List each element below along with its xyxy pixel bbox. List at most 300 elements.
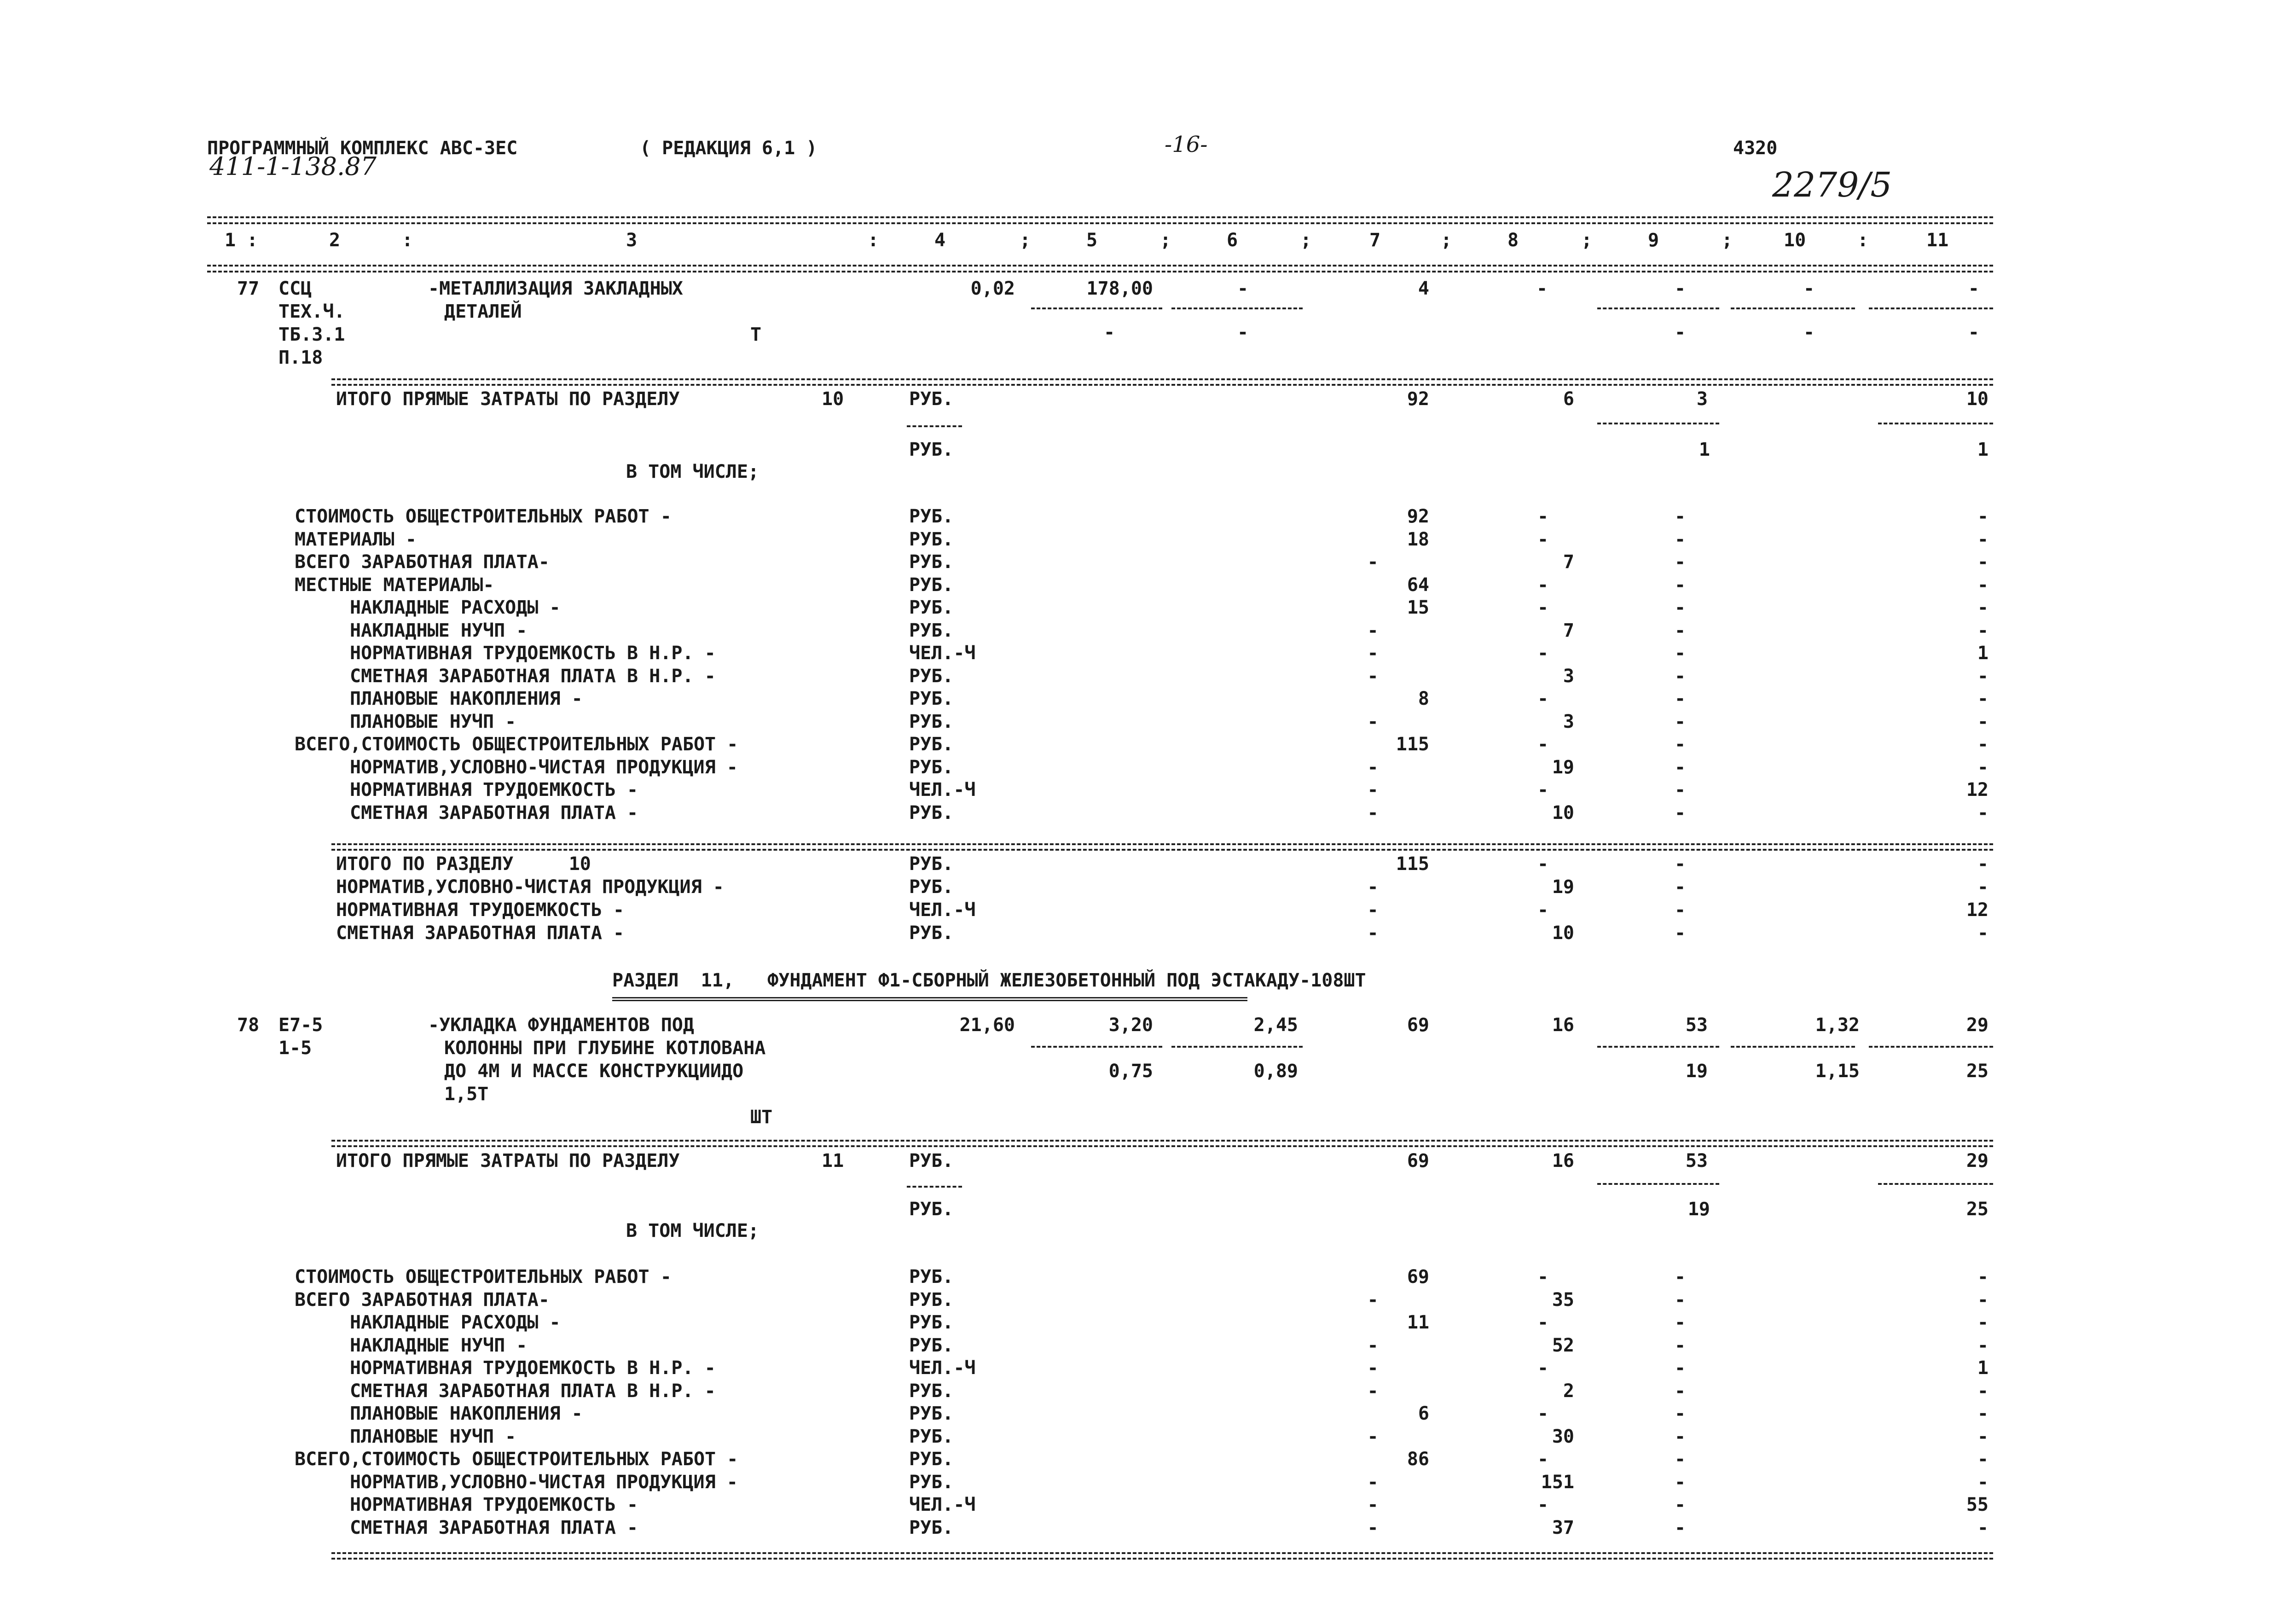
cell-c8: - (1537, 688, 1549, 709)
cell-c8: - (1537, 1266, 1549, 1288)
item-description: -МЕТАЛЛИЗАЦИЯ ЗАКЛАДНЫХ (428, 278, 683, 299)
cell-c9: - (1674, 551, 1686, 573)
cell-c7: - (1367, 876, 1379, 898)
row-label: МЕСТНЫЕ МАТЕРИАЛЫ- (295, 574, 494, 596)
row-unit: РУБ. (909, 1449, 954, 1470)
header-rule-bottom-2 (207, 271, 1993, 273)
row-label: НОРМАТИВ,УСЛОВНО-ЧИСТАЯ ПРОДУКЦИЯ - (350, 1471, 738, 1493)
handwritten-sheet-number: 2279/5 (1772, 165, 1892, 205)
cell-c7: 86 (1407, 1449, 1429, 1470)
cell-c7: 92 (1407, 506, 1429, 527)
cell-c7: 92 (1407, 389, 1429, 410)
cell-divider (1597, 307, 1719, 309)
cell-c11: - (1977, 922, 1989, 944)
cell-c11: - (1977, 853, 1989, 875)
cell-c5: 178,00 (1086, 278, 1153, 299)
row-unit: ЧЕЛ.-Ч (909, 779, 976, 800)
unit: РУБ. (909, 389, 954, 410)
cell-c9: - (1674, 802, 1686, 824)
row-label: СТОИМОСТЬ ОБЩЕСТРОИТЕЛЬНЫХ РАБОТ - (295, 1266, 672, 1288)
section-number: 10 (822, 389, 844, 410)
cell-c9: - (1674, 756, 1686, 778)
cell-c9: - (1674, 1426, 1686, 1447)
cell-c8: 16 (1552, 1015, 1574, 1036)
cell-c9: - (1674, 1471, 1686, 1493)
cell-c11: - (1977, 665, 1989, 687)
row-label: ВСЕГО ЗАРАБОТНАЯ ПЛАТА- (295, 1289, 550, 1311)
cell-c8: - (1537, 1357, 1549, 1379)
row-label: ВСЕГО,СТОИМОСТЬ ОБЩЕСТРОИТЕЛЬНЫХ РАБОТ - (295, 1449, 738, 1470)
row-label: СМЕТНАЯ ЗАРАБОТНАЯ ПЛАТА - (336, 922, 625, 944)
cell-c7: 69 (1407, 1150, 1429, 1172)
cell-c11: - (1977, 756, 1989, 778)
cell-c8: - (1537, 853, 1549, 875)
cell-c4: 21,60 (959, 1015, 1015, 1036)
row-unit: РУБ. (909, 1266, 954, 1288)
cell-c11: - (1977, 1266, 1989, 1288)
cell-c11: - (1977, 1471, 1989, 1493)
row-unit: РУБ. (909, 734, 954, 755)
row-label: СМЕТНАЯ ЗАРАБОТНАЯ ПЛАТА В Н.Р. - (350, 1380, 716, 1402)
cell-c9: - (1674, 1312, 1686, 1333)
col-7: 7 (1369, 230, 1381, 251)
item-description: КОЛОННЫ ПРИ ГЛУБИНЕ КОТЛОВАНА (444, 1038, 766, 1059)
row-unit: РУБ. (909, 688, 954, 709)
row-label: СМЕТНАЯ ЗАРАБОТНАЯ ПЛАТА В Н.Р. - (350, 665, 716, 687)
cell-c11: - (1977, 1289, 1989, 1311)
row-unit: РУБ. (909, 528, 954, 550)
cell-c7: 11 (1407, 1312, 1429, 1333)
cell-c7: - (1367, 899, 1379, 921)
cell-c11: - (1977, 574, 1989, 596)
cell-c8: - (1537, 899, 1549, 921)
including-label: В ТОМ ЧИСЛЕ; (626, 1220, 759, 1241)
cell-c10: 1,32 (1815, 1015, 1860, 1036)
total-direct-label: ИТОГО ПРЯМЫЕ ЗАТРАТЫ ПО РАЗДЕЛУ (336, 389, 680, 410)
cell-c7: 115 (1396, 734, 1429, 755)
row-unit: РУБ. (909, 665, 954, 687)
col-10: 10 (1784, 230, 1806, 251)
cell-c11: - (1977, 1312, 1989, 1333)
cell-c7: 15 (1407, 597, 1429, 618)
row-unit: РУБ. (909, 1426, 954, 1447)
item-code: ТБ.3.1 (278, 324, 345, 345)
header-rule-top (207, 216, 1993, 218)
cell-c8: 16 (1552, 1150, 1574, 1172)
handwritten-project-number: 411-1-138.87 (209, 152, 377, 181)
col-9: 9 (1648, 230, 1659, 251)
col-sep: : (868, 230, 879, 251)
section-11-title: РАЗДЕЛ 11, ФУНДАМЕНТ Ф1-СБОРНЫЙ ЖЕЛЕЗОБЕТОННЫЙ ПОД ЭСТАКАДУ-108ШТ (612, 970, 1366, 991)
cell-c9: - (1674, 1266, 1686, 1288)
cell-c9-lower: 1 (1699, 439, 1710, 460)
cell-c9: - (1674, 853, 1686, 875)
cell-c11: 10 (1966, 389, 1989, 410)
cell-c9: - (1674, 1289, 1686, 1311)
row-unit: РУБ. (909, 1403, 954, 1424)
cell-c6-lower: - (1237, 322, 1249, 343)
cell-c11: - (1977, 734, 1989, 755)
item-number: 78 (237, 1015, 260, 1036)
cell-c8: 10 (1552, 922, 1574, 944)
cell-c8: - (1537, 779, 1549, 800)
program-title: ПРОГРАММНЫЙ КОМПЛЕКС АВС-3ЕС (207, 138, 518, 159)
total-direct-label: ИТОГО ПРЯМЫЕ ЗАТРАТЫ ПО РАЗДЕЛУ (336, 1150, 680, 1172)
item-description: -УКЛАДКА ФУНДАМЕНТОВ ПОД (428, 1015, 694, 1036)
row-label: НАКЛАДНЫЕ НУЧП - (350, 1334, 528, 1356)
col-sep: ; (1581, 230, 1593, 251)
cell-c8: 19 (1552, 756, 1574, 778)
cell-c11: 55 (1966, 1494, 1989, 1515)
cell-c9: - (1674, 1517, 1686, 1538)
row-unit: РУБ. (909, 574, 954, 596)
row-label: НОРМАТИВНАЯ ТРУДОЕМКОСТЬ В Н.Р. - (350, 1357, 716, 1379)
cell-c7: - (1367, 802, 1379, 824)
row-unit: ЧЕЛ.-Ч (909, 643, 976, 664)
section-title-underline (612, 997, 1247, 1001)
cell-c10-lower: - (1803, 322, 1815, 343)
item-description: ДО 4М И МАССЕ КОНСТРУКЦИИДО (444, 1061, 744, 1082)
cell-c7: 69 (1407, 1266, 1429, 1288)
cell-c7: - (1367, 1494, 1379, 1515)
row-unit: РУБ. (909, 620, 954, 641)
col-8: 8 (1507, 230, 1519, 251)
cell-divider (1878, 1183, 1993, 1185)
cell-c11: - (1977, 597, 1989, 618)
cell-c11-lower: 25 (1966, 1061, 1989, 1082)
col-3: 3 (626, 230, 638, 251)
cell-c9: - (1674, 1334, 1686, 1356)
cell-c11: - (1977, 1380, 1989, 1402)
cell-c11: 12 (1966, 899, 1989, 921)
cell-divider (1597, 1046, 1719, 1048)
cell-c7: 115 (1396, 853, 1429, 875)
col-1: 1 : (225, 230, 258, 251)
cell-c8: 35 (1552, 1289, 1574, 1311)
cell-c11: - (1977, 528, 1989, 550)
cell-c11: - (1977, 802, 1989, 824)
row-label: СМЕТНАЯ ЗАРАБОТНАЯ ПЛАТА - (350, 802, 638, 824)
row-label: НАКЛАДНЫЕ РАСХОДЫ - (350, 597, 561, 618)
cell-c9: - (1674, 734, 1686, 755)
item-description: 1,5Т (444, 1084, 489, 1105)
row-unit: ЧЕЛ.-Ч (909, 1494, 976, 1515)
cell-c9: 53 (1685, 1150, 1708, 1172)
rule (331, 1145, 1993, 1147)
cell-c11: - (1977, 711, 1989, 732)
cell-c8: 6 (1563, 389, 1574, 410)
cell-c9: - (1674, 1357, 1686, 1379)
row-label: НОРМАТИВ,УСЛОВНО-ЧИСТАЯ ПРОДУКЦИЯ - (350, 756, 738, 778)
cell-divider (1031, 1046, 1162, 1048)
cell-c8: 30 (1552, 1426, 1574, 1447)
cell-c7: - (1367, 1517, 1379, 1538)
row-label: ПЛАНОВЫЕ НУЧП - (350, 711, 516, 732)
cell-c9: - (1674, 1403, 1686, 1424)
cell-c7: - (1367, 756, 1379, 778)
col-sep: ; (1441, 230, 1452, 251)
cell-c8: 2 (1563, 1380, 1574, 1402)
row-unit: РУБ. (909, 506, 954, 527)
unit-divider (907, 425, 962, 427)
unit-label: Т (750, 324, 762, 345)
row-label: НОРМАТИВНАЯ ТРУДОЕМКОСТЬ В Н.Р. - (350, 643, 716, 664)
row-label: НОРМАТИВНАЯ ТРУДОЕМКОСТЬ - (336, 899, 625, 921)
row-label: МАТЕРИАЛЫ - (295, 528, 417, 550)
cell-c8: - (1537, 1312, 1549, 1333)
cell-c9: - (1674, 899, 1686, 921)
cell-c7: 6 (1418, 1403, 1429, 1424)
row-label: ВСЕГО,СТОИМОСТЬ ОБЩЕСТРОИТЕЛЬНЫХ РАБОТ - (295, 734, 738, 755)
row-unit: РУБ. (909, 1517, 954, 1538)
row-unit: РУБ. (909, 802, 954, 824)
cell-divider (1031, 307, 1162, 309)
item-code: ССЦ (278, 278, 312, 299)
row-label: НОРМАТИВНАЯ ТРУДОЕМКОСТЬ - (350, 779, 638, 800)
row-label: ПЛАНОВЫЕ НУЧП - (350, 1426, 516, 1447)
cell-c7: - (1367, 1289, 1379, 1311)
cell-c9: - (1674, 1494, 1686, 1515)
cell-c11: 1 (1977, 643, 1989, 664)
cell-c9: - (1674, 1380, 1686, 1402)
cell-c7: 8 (1418, 688, 1429, 709)
row-label: ПЛАНОВЫЕ НАКОПЛЕНИЯ - (350, 688, 583, 709)
cell-c8: 10 (1552, 802, 1574, 824)
cell-c9: - (1674, 876, 1686, 898)
cell-c8: - (1537, 734, 1549, 755)
cell-c11: - (1977, 876, 1989, 898)
row-unit: РУБ. (909, 1289, 954, 1311)
cell-c11-lower: 1 (1977, 439, 1989, 460)
cell-divider (1878, 423, 1993, 424)
cell-c8: 151 (1541, 1471, 1574, 1493)
cell-c7: 69 (1407, 1015, 1429, 1036)
item-code: ТЕХ.Ч. (278, 301, 345, 322)
cell-c6: - (1237, 278, 1249, 299)
cell-c7: 4 (1418, 278, 1429, 299)
cell-c11: - (1968, 278, 1979, 299)
cell-c9: - (1674, 620, 1686, 641)
row-unit: РУБ. (909, 876, 954, 898)
row-unit: РУБ. (909, 551, 954, 573)
cell-c8: - (1537, 528, 1549, 550)
cell-c8: 52 (1552, 1334, 1574, 1356)
cell-divider (1869, 307, 1993, 309)
cell-c11: - (1977, 1449, 1989, 1470)
unit-divider (907, 1186, 962, 1188)
cell-c7: - (1367, 1426, 1379, 1447)
cell-c7: - (1367, 643, 1379, 664)
unit-label: ШТ (750, 1107, 773, 1128)
rule (331, 378, 1993, 380)
cell-c8: 3 (1563, 711, 1574, 732)
row-label: ИТОГО ПО РАЗДЕЛУ 10 (336, 853, 591, 875)
rule-bottom (331, 1552, 1993, 1554)
cell-c8: - (1536, 278, 1548, 299)
cell-c7: 64 (1407, 574, 1429, 596)
header-rule-bottom (207, 265, 1993, 267)
cell-c9: 3 (1696, 389, 1708, 410)
cell-c8: 19 (1552, 876, 1574, 898)
row-unit: РУБ. (909, 922, 954, 944)
cell-c7: - (1367, 711, 1379, 732)
cell-divider (1171, 1046, 1303, 1048)
cell-c7: - (1367, 620, 1379, 641)
cell-c9: - (1674, 665, 1686, 687)
cell-c10: - (1803, 278, 1815, 299)
cell-c11: 1 (1977, 1357, 1989, 1379)
cell-c11: - (1977, 551, 1989, 573)
cell-divider (1869, 1046, 1993, 1048)
section-number: 11 (822, 1150, 844, 1172)
cell-c11: - (1977, 1517, 1989, 1538)
row-label: НОРМАТИВНАЯ ТРУДОЕМКОСТЬ - (350, 1494, 638, 1515)
header-rule-top-2 (207, 222, 1993, 224)
cell-c6-lower: 0,89 (1253, 1061, 1298, 1082)
item-description: ДЕТАЛЕЙ (444, 301, 522, 322)
row-unit: РУБ. (909, 1334, 954, 1356)
cell-divider (1171, 307, 1303, 309)
cell-divider (1731, 307, 1855, 309)
cell-c9: - (1674, 278, 1686, 299)
col-2: 2 (329, 230, 341, 251)
row-label: НОРМАТИВ,УСЛОВНО-ЧИСТАЯ ПРОДУКЦИЯ - (336, 876, 724, 898)
cell-divider (1597, 1183, 1719, 1185)
cell-c7: - (1367, 1334, 1379, 1356)
col-sep: : (1857, 230, 1869, 251)
rule (331, 384, 1993, 386)
row-unit: РУБ. (909, 853, 954, 875)
col-sep: ; (1300, 230, 1312, 251)
cell-c11: - (1977, 620, 1989, 641)
item-code: П.18 (278, 347, 323, 368)
cell-c8: 3 (1563, 665, 1574, 687)
cell-c9: - (1674, 528, 1686, 550)
cell-c8: 7 (1563, 551, 1574, 573)
row-label: ПЛАНОВЫЕ НАКОПЛЕНИЯ - (350, 1403, 583, 1424)
including-label: В ТОМ ЧИСЛЕ; (626, 461, 759, 482)
page-mark: -16- (1165, 132, 1208, 157)
cell-c8: - (1537, 597, 1549, 618)
cell-c10-lower: 1,15 (1815, 1061, 1860, 1082)
cell-c7: - (1367, 551, 1379, 573)
col-sep: ; (1020, 230, 1031, 251)
col-sep: ; (1722, 230, 1733, 251)
cell-c9-lower: - (1674, 322, 1686, 343)
edition-label: ( РЕДАКЦИЯ 6,1 ) (640, 138, 817, 159)
col-5: 5 (1086, 230, 1098, 251)
cell-c7: 18 (1407, 528, 1429, 550)
cell-c9: 53 (1685, 1015, 1708, 1036)
rule (331, 849, 1993, 851)
cell-c7: - (1367, 922, 1379, 944)
cell-c5: 3,20 (1108, 1015, 1153, 1036)
row-unit: РУБ. (909, 1312, 954, 1333)
cell-c9: - (1674, 643, 1686, 664)
col-4: 4 (934, 230, 946, 251)
cell-c7: - (1367, 779, 1379, 800)
row-label: ВСЕГО ЗАРАБОТНАЯ ПЛАТА- (295, 551, 550, 573)
cell-c7: - (1367, 1471, 1379, 1493)
cell-c9: - (1674, 688, 1686, 709)
row-unit: РУБ. (909, 1471, 954, 1493)
cell-c8: 37 (1552, 1517, 1574, 1538)
cell-c9: - (1674, 597, 1686, 618)
item-number: 77 (237, 278, 260, 299)
cell-c11: - (1977, 688, 1989, 709)
cell-c8: - (1537, 1449, 1549, 1470)
cell-c5-lower: - (1103, 322, 1115, 343)
cell-c8: - (1537, 1403, 1549, 1424)
cell-c11: - (1977, 1403, 1989, 1424)
cell-c8: - (1537, 574, 1549, 596)
cell-c11: 29 (1966, 1015, 1989, 1036)
row-label: НАКЛАДНЫЕ НУЧП - (350, 620, 528, 641)
cell-c11-lower: - (1968, 322, 1979, 343)
row-unit: ЧЕЛ.-Ч (909, 1357, 976, 1379)
cell-c6: 2,45 (1253, 1015, 1298, 1036)
cell-c11: - (1977, 1334, 1989, 1356)
row-unit: РУБ. (909, 1380, 954, 1402)
col-11: 11 (1926, 230, 1949, 251)
rule (331, 843, 1993, 845)
row-label: СМЕТНАЯ ЗАРАБОТНАЯ ПЛАТА - (350, 1517, 638, 1538)
col-sep: ; (1160, 230, 1171, 251)
cell-c9: - (1674, 574, 1686, 596)
cell-divider (1597, 423, 1719, 424)
cell-c8: 7 (1563, 620, 1574, 641)
cell-c11: - (1977, 1426, 1989, 1447)
unit: РУБ. (909, 1150, 954, 1172)
cell-c9: - (1674, 779, 1686, 800)
cell-c7: - (1367, 1357, 1379, 1379)
cell-c9-lower: 19 (1687, 1199, 1710, 1220)
row-unit: РУБ. (909, 756, 954, 778)
row-unit: РУБ. (909, 597, 954, 618)
row-label: НАКЛАДНЫЕ РАСХОДЫ - (350, 1312, 561, 1333)
doc-code: 4320 (1733, 138, 1778, 159)
unit: РУБ. (909, 439, 954, 460)
rule (331, 1140, 1993, 1142)
row-label: СТОИМОСТЬ ОБЩЕСТРОИТЕЛЬНЫХ РАБОТ - (295, 506, 672, 527)
rule-bottom-2 (331, 1558, 1993, 1560)
cell-c11: 12 (1966, 779, 1989, 800)
item-code: Е7-5 (278, 1015, 323, 1036)
cell-c9: - (1674, 1449, 1686, 1470)
cell-c8: - (1537, 1494, 1549, 1515)
row-unit: ЧЕЛ.-Ч (909, 899, 976, 921)
cell-c9-lower: 19 (1685, 1061, 1708, 1082)
col-sep: : (402, 230, 413, 251)
cell-c9: - (1674, 922, 1686, 944)
cell-c7: - (1367, 665, 1379, 687)
cell-c7: - (1367, 1380, 1379, 1402)
cell-c11-lower: 25 (1966, 1199, 1989, 1220)
cell-c11: - (1977, 506, 1989, 527)
unit: РУБ. (909, 1199, 954, 1220)
cell-c9: - (1674, 506, 1686, 527)
cell-divider (1731, 1046, 1855, 1048)
cell-c5-lower: 0,75 (1108, 1061, 1153, 1082)
row-unit: РУБ. (909, 711, 954, 732)
cell-c8: - (1537, 506, 1549, 527)
cell-c9: - (1674, 711, 1686, 732)
cell-c4: 0,02 (970, 278, 1015, 299)
col-6: 6 (1227, 230, 1238, 251)
item-code: 1-5 (278, 1038, 312, 1059)
cell-c8: - (1537, 643, 1549, 664)
cell-c11: 29 (1966, 1150, 1989, 1172)
